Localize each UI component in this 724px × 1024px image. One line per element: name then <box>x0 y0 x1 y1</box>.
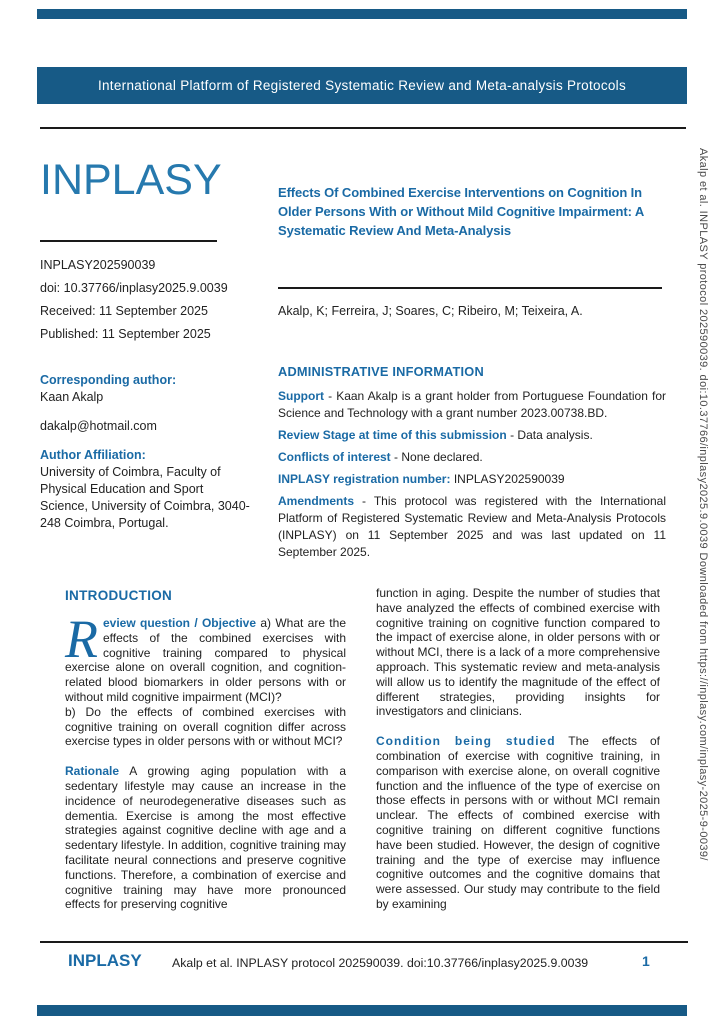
footer-inplasy-logo: INPLASY <box>68 951 142 970</box>
condition-text: The effects of combination of exercise with cognitive training, in comparison with exercise alone, on overall cognitive function and the influence of the type of exercise on those effects in persons with or without MCI remain unclear. The effects of combined exercise with cognitive training on different cognitive functions have been studied. However, the design of cognitive training and the type of exercise may influence cognitive outcomes and the cognitive domains that were assessed. Our study may contribute to the field by examining <box>376 734 660 911</box>
protocol-meta <box>40 258 275 342</box>
rationale-label: Rationale <box>65 764 120 779</box>
published-date: Published: 11 September 2025 <box>40 327 211 341</box>
paper-title: Effects Of Combined Exercise Interventions on Cognition In Older Persons With or Without Mild Cognitive Impairment: A Systematic Review And Meta-Analysis <box>278 185 644 238</box>
administrative-heading: ADMINISTRATIVE INFORMATION <box>278 364 484 379</box>
introduction-left-column <box>65 588 346 912</box>
rationale-paragraph <box>65 764 346 912</box>
admin-registration-value: INPLASY202590039 <box>453 472 565 486</box>
admin-conflicts-value: None declared. <box>401 450 483 464</box>
admin-support-value: Kaan Akalp is a grant holder from Portuguese Foundation for Science and Technology with a grant number 2023.00738.BD. <box>278 389 666 420</box>
admin-amendments-label: Amendments <box>278 494 355 508</box>
footer-citation: Akalp et al. INPLASY protocol 202590039. doi:10.37766/inplasy2025.9.0039 <box>172 956 589 970</box>
continuation-paragraph: function in aging. Despite the number of studies that have analyzed the effects of combined exercise with cognitive training on cognitive function compared to the impact of exercise alone, in older persons with or without MCI, there is a lack of a more comprehensive approach. This systematic review and meta-analysis will allow us to identify the magnitude of the effect of different strategies, providing insights for investigators and clinicians. <box>376 586 660 719</box>
rationale-text: A growing aging population with a sedentary lifestyle may cause an increase in the incidence of neurodegenerative diseases such as dementia. Exercise is among the most effective strategies against cognitive decline with age and a sedentary lifestyle. In addition, cognitive training may facilitate neural connections and preserve cognitive functions. Therefore, a combination of exercise and cognitive training may have more pronounced effects for preserving cognitive <box>65 764 347 912</box>
admin-support <box>278 388 666 422</box>
logo-divider <box>40 240 217 242</box>
review-question-label: eview question / Objective <box>103 616 256 630</box>
right-column <box>278 183 670 561</box>
left-column <box>40 158 275 532</box>
top-border-bar <box>37 9 687 19</box>
admin-amendments <box>278 493 666 561</box>
admin-conflicts <box>278 449 666 466</box>
inplasy-logo: INPLASY <box>40 156 222 204</box>
admin-support-label: Support <box>278 389 324 403</box>
footer-divider <box>40 941 688 943</box>
admin-registration-label: INPLASY registration number: <box>278 472 451 486</box>
condition-label: Condition being studied <box>376 734 556 749</box>
introduction-heading: INTRODUCTION <box>65 588 173 603</box>
review-question-paragraph <box>65 609 346 705</box>
registration-id: INPLASY202590039 <box>40 258 156 272</box>
admin-review-stage-label: Review Stage at time of this submission <box>278 428 507 442</box>
corresponding-author-block <box>40 372 254 532</box>
affiliation-text: University of Coimbra, Faculty of Physical Education and Sport Science, University of Coimbra, 3040-248 Coimbra, Portugal. <box>40 465 250 530</box>
doi-line: doi: 10.37766/inplasy2025.9.0039 <box>40 281 228 295</box>
introduction-right-column <box>376 586 660 912</box>
bottom-border-bar <box>37 1005 687 1016</box>
affiliation-label: Author Affiliation: <box>40 448 146 462</box>
header-divider <box>40 127 686 129</box>
corresponding-author-email: dakalp@hotmail.com <box>40 419 157 433</box>
dropcap-r: R <box>65 609 98 669</box>
condition-paragraph <box>376 734 660 912</box>
corresponding-author-label: Corresponding author: <box>40 373 177 387</box>
admin-support-sep: - <box>324 389 337 403</box>
received-date: Received: 11 September 2025 <box>40 304 208 318</box>
authors-divider <box>278 287 662 289</box>
admin-review-stage-sep: - <box>506 428 518 442</box>
corresponding-author-name: Kaan Akalp <box>40 390 104 404</box>
review-question-a-text: a) What are the effects of the combined exercises with cognitive training compared to physical exercise alone on overall cognition, and cognition-related blood biomarkers in older persons with or without mild cognitive impairment (MCI)? <box>65 616 346 704</box>
admin-conflicts-label: Conflicts of interest <box>278 450 391 464</box>
admin-review-stage-value: Data analysis. <box>517 428 593 442</box>
admin-conflicts-sep: - <box>390 450 402 464</box>
admin-review-stage <box>278 427 666 444</box>
platform-banner: International Platform of Registered Systematic Review and Meta-analysis Protocols <box>37 67 687 104</box>
admin-amendments-value: This protocol was registered with the International Platform of Registered Systematic Review and Meta-Analysis Protocols (INPLASY) on 11 September 2025 and was last updated on 11 September 2025. <box>278 494 666 559</box>
authors-line: Akalp, K; Ferreira, J; Soares, C; Ribeiro, M; Teixeira, A. <box>278 304 583 318</box>
admin-registration-number <box>278 471 666 488</box>
footer-page-number: 1 <box>642 953 650 969</box>
review-question-b-paragraph: b) Do the effects of combined exercises with cognitive training on overall cognition differ across exercise types in older persons with or without MCI? <box>65 704 346 749</box>
sidebar-vertical-citation: Akalp et al. INPLASY protocol 202590039. doi:10.37766/inplasy2025.9.0039 Downloaded from https://inplasy.com/inplasy-2025-9-0039/ <box>697 148 709 861</box>
admin-amendments-sep: - <box>354 494 374 508</box>
